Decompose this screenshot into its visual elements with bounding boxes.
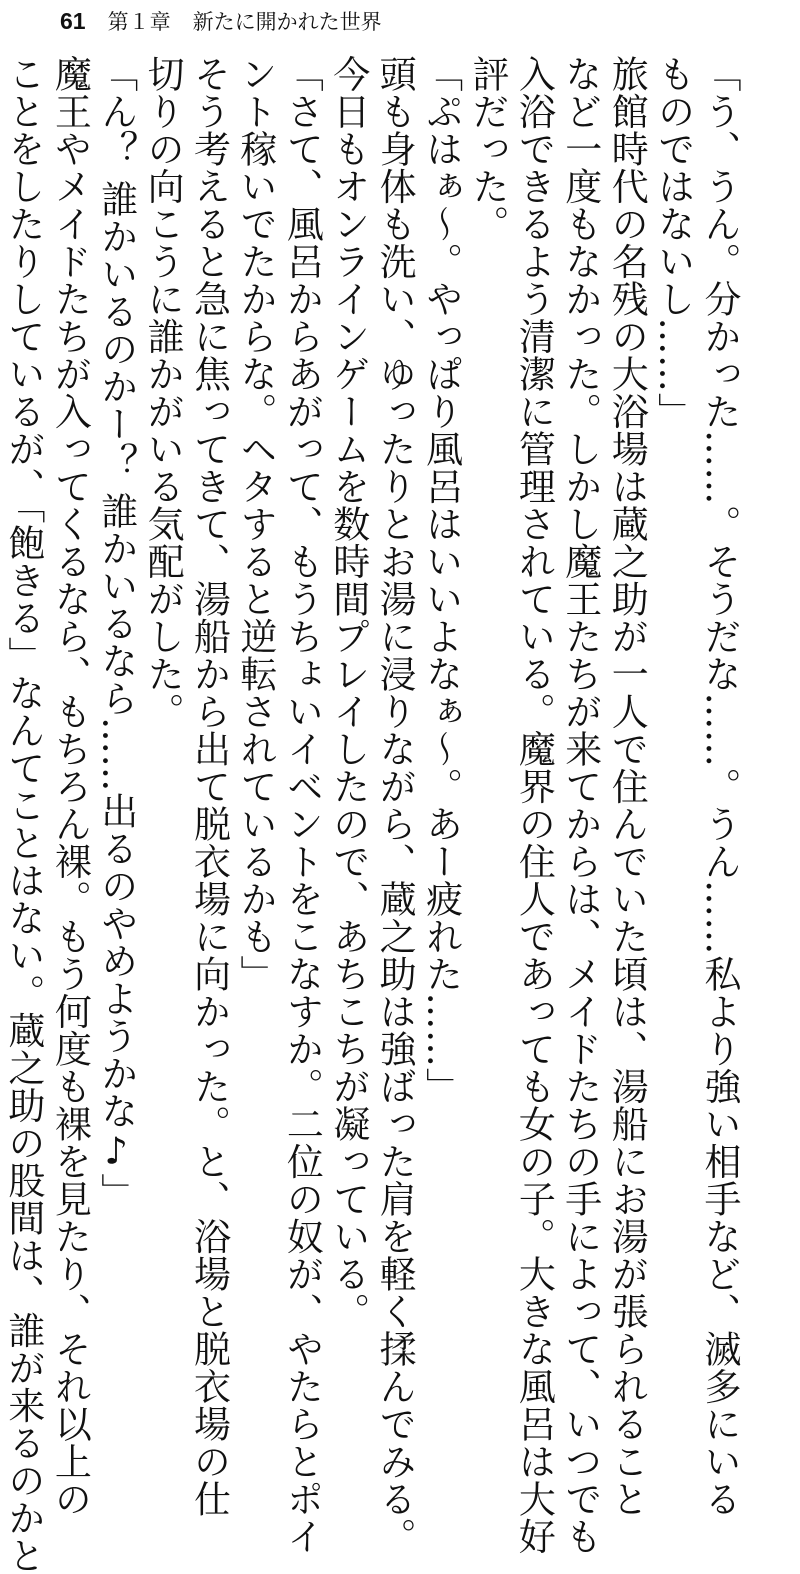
text-line: 「さて、風呂からあがって、もうちょいイベントをこなすか。二位の奴が、やたらとポイ [280,55,324,1555]
text-line: 今日もオンラインゲームを数時間プレイしたので、あちこちが凝っている。 [326,55,370,1330]
text-line: 頭も身体も洗い、ゆったりとお湯に浸りながら、蔵之助は強ばった肩を軽く揉んでみる。 [373,55,417,1555]
text-line: 評だった。 [465,55,509,243]
text-line: そう考えると急に焦ってきて、湯船から出て脱衣場に向かった。と、浴場と脱衣場の仕 [187,55,231,1518]
running-head [60,6,382,42]
text-line: 「ん？ 誰かいるのかー？ 誰かいるなら……出るのやめようかな♪」 [94,55,138,1211]
text-line: など一度もなかった。しかし魔王たちが来てからは、メイドたちの手によって、いつでも [558,55,602,1555]
text-line: 旅館時代の名残の大浴場は蔵之助が一人で住んでいた頃は、湯船にお湯が張られること [605,55,649,1518]
chapter-label: 第１章 [107,10,171,34]
chapter-title: 新たに開かれた世界 [192,10,382,34]
text-line: 「う、うん。分かった……。そうだな……。うん……私より強い相手など、滅多にいる [698,55,741,1518]
text-line: ことをしたりしているが、「飽きる」なんてことはない。蔵之助の股間は、誰が来るのかと [1,55,45,1574]
text-line: ものではないし……」 [651,55,695,430]
text-line: 魔王やメイドたちが入ってくるなら、もちろん裸。もう何度も裸を見たり、それ以上の [48,55,92,1518]
body-text [1,55,742,1574]
text-line: 切りの向こうに誰かがいる気配がした。 [141,55,185,730]
text-line: 「ぷはぁ〜。やっぱり風呂はいいよなぁ〜。あー疲れた……」 [419,55,463,1105]
text-line: ント稼いでたからな。ヘタすると逆転されているかも」 [233,55,277,993]
page-number: 61 [60,8,86,34]
text-line: 入浴できるよう清潔に管理されている。魔界の住人であっても女の子。大きな風呂は大好 [512,55,556,1555]
